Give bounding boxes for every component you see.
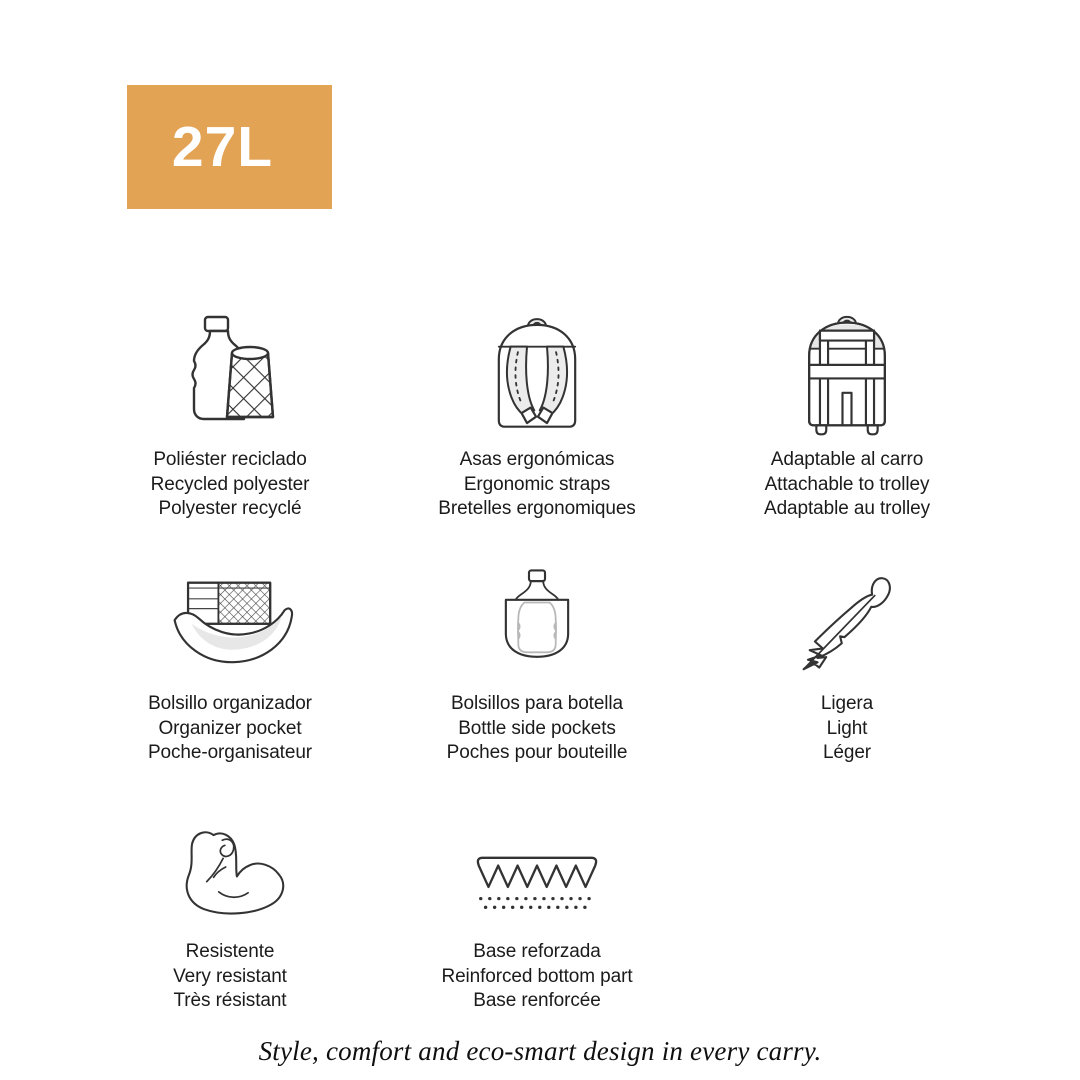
volume-badge-label: 27L	[171, 115, 274, 179]
caption-es: Resistente	[185, 941, 275, 962]
feature-caption	[447, 692, 628, 766]
caption-es: Base reforzada	[473, 941, 601, 962]
ergonomic-straps-icon	[382, 298, 692, 448]
feature-very-resistant	[75, 806, 385, 1014]
caption-en: Light	[826, 717, 868, 739]
feature-bottle-side-pockets	[382, 552, 692, 766]
strong-arm-icon	[75, 806, 385, 940]
feature-reinforced-base	[382, 806, 692, 1014]
recycled-polyester-icon-svg	[180, 313, 280, 433]
caption-fr: Poche-organisateur	[147, 742, 313, 763]
feature-trolley-attachable	[692, 298, 1002, 522]
trolley-attachable-icon	[692, 298, 1002, 448]
caption-en: Recycled polyester	[150, 473, 310, 495]
trolley-attachable-icon-svg	[797, 309, 897, 437]
feature-organizer-pocket	[75, 552, 385, 766]
ergonomic-straps-icon-svg	[487, 312, 587, 435]
feature-ergonomic-straps	[382, 298, 692, 522]
caption-fr: Bretelles ergonomiques	[438, 498, 636, 519]
feature-caption	[441, 940, 632, 1014]
feature-caption	[148, 692, 312, 766]
tagline: Style, comfort and eco-smart design in every carry.	[258, 1036, 822, 1066]
strong-arm-icon-svg	[174, 826, 286, 920]
caption-es: Ligera	[820, 693, 874, 714]
reinforced-base-icon-svg	[469, 852, 605, 918]
feature-light	[692, 552, 1002, 766]
caption-fr: Poches pour bouteille	[446, 742, 628, 763]
caption-fr: Base renforcée	[473, 990, 601, 1011]
feather-icon-svg	[795, 571, 899, 673]
caption-fr: Très résistant	[173, 990, 287, 1011]
caption-en: Reinforced bottom part	[441, 965, 633, 987]
bottle-side-pocket-icon-svg	[488, 566, 586, 671]
caption-es: Poliéster reciclado	[153, 449, 307, 470]
feature-caption	[173, 940, 287, 1014]
caption-en: Bottle side pockets	[458, 717, 616, 739]
feature-recycled-polyester	[75, 298, 385, 522]
caption-en: Organizer pocket	[158, 717, 302, 739]
organizer-pocket-icon	[75, 552, 385, 692]
caption-en: Ergonomic straps	[463, 473, 611, 495]
caption-fr: Léger	[822, 742, 872, 763]
feature-caption	[764, 448, 930, 522]
feature-caption	[151, 448, 310, 522]
caption-fr: Polyester recyclé	[158, 498, 302, 519]
caption-es: Bolsillos para botella	[450, 693, 624, 714]
feature-caption	[438, 448, 635, 522]
caption-en: Attachable to trolley	[764, 473, 930, 495]
bottle-side-pocket-icon	[382, 552, 692, 692]
organizer-pocket-icon-svg	[163, 572, 297, 672]
caption-fr: Adaptable au trolley	[764, 498, 930, 519]
caption-en: Very resistant	[173, 965, 287, 987]
feather-icon	[692, 552, 1002, 692]
caption-es: Adaptable al carro	[770, 449, 924, 470]
feature-caption	[821, 692, 873, 766]
volume-badge	[127, 85, 332, 209]
reinforced-base-icon	[382, 806, 692, 940]
recycled-polyester-icon	[75, 298, 385, 448]
caption-es: Asas ergonómicas	[459, 449, 615, 470]
caption-es: Bolsillo organizador	[148, 693, 312, 714]
